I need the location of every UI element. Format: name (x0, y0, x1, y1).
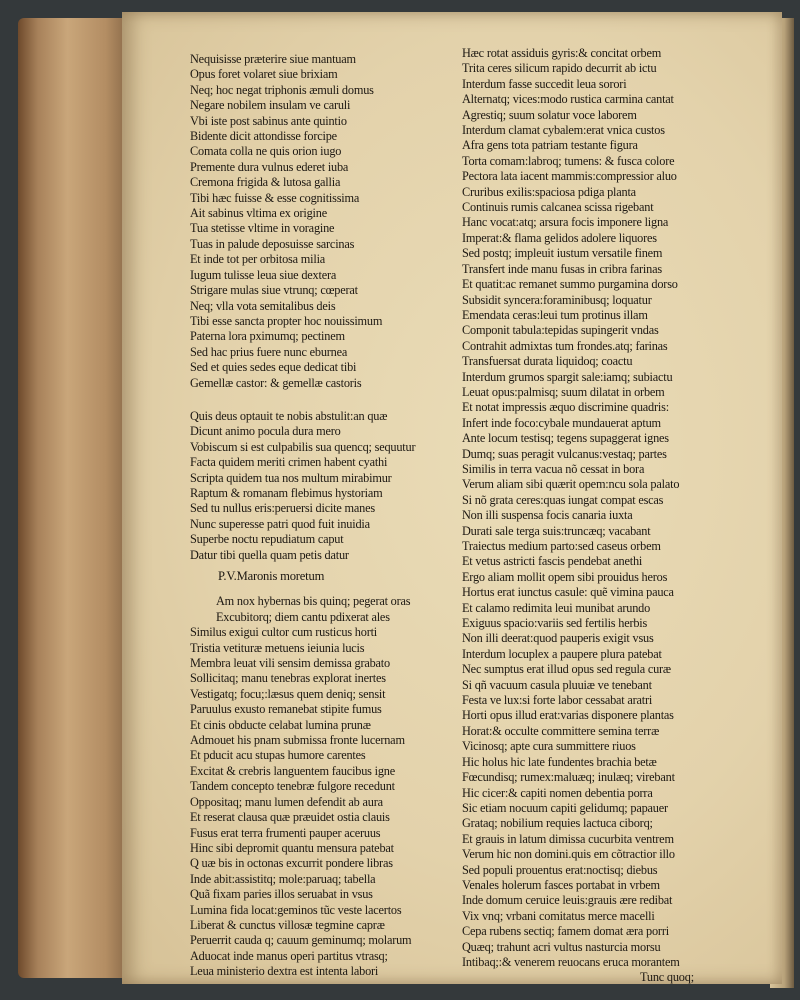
text-line: Verum hic non domini.quis em cõtractior illo (462, 847, 675, 862)
text-line: Scripta quidem tua nos multum mirabimur (190, 470, 392, 485)
text-line: Agrestiq; suum solatur voce laborem (462, 107, 637, 122)
incunable-page (122, 12, 782, 984)
text-line: Tristia vetituræ metuens ieiunia lucis (190, 640, 365, 655)
text-line: Inde domum ceruice leuis:grauis ære redibat (462, 893, 673, 908)
text-line: Membra leuat vili sensim demissa grabato (190, 656, 390, 671)
text-line: Gemellæ castor: & gemellæ castoris (190, 375, 362, 390)
text-line: Horti opus illud erat:varias disponere plantas (462, 708, 674, 723)
text-line: Vix vnq; vrbani comitatus merce macelli (462, 908, 655, 923)
text-line: Traiectus medium parto:sed caseus orbem (462, 539, 661, 553)
text-line: Durati sale terga suis:truncæq; vacabant (462, 523, 651, 538)
text-line: Tua stetisse vltime in voragine (190, 221, 335, 236)
text-line: Q uæ bis in octonas excurrit pondere libras (190, 856, 393, 871)
text-line: Similis in terra vacua nõ cessat in bora (462, 461, 645, 476)
catchword: Tunc quoq; (640, 970, 694, 985)
text-line: Ante locum testisq; tegens supaggerat ignes (462, 431, 669, 446)
text-line: Torta comam:labroq; tumens: & fusca colore (462, 153, 675, 168)
text-line: Ait sabinus vltima ex origine (190, 206, 327, 221)
text-line: Et grauis in latum dimissa cucurbita ventrem (462, 831, 674, 846)
text-line: Iugum tulisse leua siue dextera (190, 267, 337, 282)
text-line: Tibi esse sancta propter hoc nouissimum (190, 313, 383, 328)
text-line: Cepa rubens sectiq; famem domat æra porri (462, 924, 669, 939)
text-line: Opus foret volaret siue brixiam (190, 67, 338, 82)
text-line: Datur tibi quella quam petis datur (190, 547, 349, 562)
text-line: Cremona frigida & lutosa gallia (190, 175, 341, 190)
text-line: Lumina fida locat:geminos tũc veste lacertos (190, 902, 402, 917)
text-line: Premente dura vulnus ederet iuba (190, 159, 349, 174)
text-line: Non illi deerat:quod pauperis exigit vsus (462, 631, 654, 646)
text-line: Et quatit:ac remanet summo purgamina dorso (462, 277, 678, 292)
text-line: Vicinosq; apte cura summittere riuos (462, 739, 636, 754)
text-line: Et inde tot per orbitosa milia (190, 252, 326, 267)
text-line: Nec sumptus erat illud opus sed regula curæ (462, 662, 671, 677)
text-line: Fusus erat terra frumenti pauper aceruus (190, 825, 381, 840)
text-line: Quã fixam paries illos seruabat in vsus (190, 887, 373, 902)
text-line: Vestigatq; focu;:læsus quem deniq; sensit (190, 686, 386, 701)
text-line: Hic holus hic late fundentes brachia betæ (462, 754, 657, 769)
text-line: Hinc sibi depromit quantu mensura patebat (190, 840, 394, 855)
text-line: Tuas in palude deposuisse sarcinas (190, 236, 355, 251)
text-line: Hæc rotat assiduis gyris:& concitat orbem (462, 46, 662, 60)
text-line: Oppositaq; manu lumen defendit ab aura (190, 794, 383, 809)
text-line: Superbe noctu repudiatum caput (190, 532, 344, 547)
text-line: Tibi hæc fuisse & esse cognitissima (190, 190, 360, 205)
text-line: Raptum & romanam flebimus hystoriam (190, 485, 383, 500)
text-line: Quæq; trahunt acri vultus nasturcia morsu (462, 939, 661, 954)
text-line: Sic etiam nocuum capiti gelidumq; papauer (462, 800, 668, 815)
poem-heading: P.V.Maronis moretum (218, 569, 325, 583)
text-line: Transfert inde manu fusas in cribra farinas (462, 261, 662, 276)
text-line: Neq; hoc negat triphonis æmuli domus (190, 82, 374, 97)
text-line: Excitat & crebris languentem faucibus igne (190, 763, 396, 778)
text-line: Sed hac prius fuere nunc eburnea (190, 344, 348, 359)
text-line: Dumq; suas peragit vulcanus:vestaq; partes (462, 446, 667, 461)
text-line: Ergo aliam mollit opem sibi prouidus heros (462, 569, 668, 584)
text-line: Componit tabula:tepidas supingerit vndas (462, 323, 659, 338)
text-line: Tandem concepto tenebræ fulgore recedunt (190, 779, 395, 794)
text-line: Et pducit acu stupas humore carentes (190, 748, 366, 763)
text-line: Hanc vocat:atq; arsura focis imponere ligna (462, 215, 669, 230)
text-line: Cruribus exilis:spaciosa pdiga planta (462, 184, 636, 199)
text-line: Interdum clamat cybalem:erat vnica custos (462, 123, 665, 138)
text-line: Subsidit syncera:foraminibusq; loquatur (462, 292, 652, 307)
text-line: Fœcundisq; rumex:maluæq; inulæq; virebant (462, 770, 675, 785)
text-line: Non illi suspensa focis canaria iuxta (462, 508, 633, 523)
text-line: Nunc superesse patri quod fuit inuidia (190, 516, 370, 531)
text-line: Liberat & cunctus villosæ tegmine capræ (190, 917, 385, 932)
text-line: Si nõ grata ceres:quas iungat compat escas (462, 492, 664, 507)
text-line: Paterna lora pximumq; pectinem (190, 329, 345, 344)
text-line: Intibaq;:& venerem reuocans eruca morantem (462, 954, 680, 969)
text-line: Et calamo redimita leui munibat arundo (462, 600, 651, 615)
text-line: Aduocat inde manus operi partitus vtrasq; (190, 948, 388, 963)
text-line: Leuat opus:palmisq; suum dilatat in orbem (462, 384, 665, 399)
text-line: Sed populi prouentus erat:noctisq; diebus (462, 862, 658, 877)
left-text-column (190, 52, 460, 980)
text-line: Hic cicer:& capiti nomen debentia porra (462, 785, 653, 800)
text-line: Infert inde foco:cybale mundauerat aptum (462, 415, 661, 430)
text-line: Contrahit admixtas tum frondes.atq; farinas (462, 338, 668, 353)
text-line: Festa ve lux:si forte labor cessabat aratri (462, 693, 653, 708)
text-line: Am nox hybernas bis quinq; pegerat oras (216, 594, 411, 609)
text-line: Et reserat clausa quæ præuidet ostia clauis (190, 810, 390, 825)
text-line: Et vetus astricti fascis pendebat anethi (462, 554, 643, 569)
text-line: Neq; vlla vota semitalibus deis (190, 298, 336, 313)
text-line: Alternatq; vices:modo rustica carmina cantat (462, 92, 674, 107)
text-line: Exiguus spacio:variis sed fertilis herbis (462, 616, 648, 631)
text-line: Interdum locuplex a paupere plura patebat (462, 646, 662, 661)
text-line: Imperat:& flama gelidos adolere liquores (462, 230, 657, 245)
text-line: Interdum fasse succedit leua sorori (462, 76, 627, 91)
text-line: Quis deus optauit te nobis abstulit:an quæ (190, 408, 388, 423)
text-line: Transfuersat durata liquidoq; coactu (462, 354, 633, 369)
text-line: Comata colla ne quis orion iugo (190, 144, 342, 159)
text-line: Sed tu nullus eris:peruersi dicite manes (190, 501, 375, 516)
text-line: Vbi iste post sabinus ante quintio (190, 113, 347, 128)
paragraph-gap (190, 391, 460, 409)
text-line: Sed postq; impleuit iustum versatile finem (462, 246, 663, 261)
text-line: Si qñ vacuum casula pluuiæ ve tenebant (462, 677, 652, 692)
text-line: Afra gens tota patriam testante figura (462, 138, 638, 153)
text-line: Horat:& occulte committere semina terræ (462, 723, 660, 738)
text-line: Interdum grumos spargit sale:iamq; subiactu (462, 369, 673, 384)
text-line: Bidente dicit attondisse forcipe (190, 129, 337, 144)
book-page-edges (18, 18, 128, 978)
text-line: Leua ministerio dextra est intenta labori (190, 964, 379, 979)
text-line: Peruerrit cauda q; cauum geminumq; molarum (190, 933, 412, 948)
text-line: Sed et quies sedes eque dedicat tibi (190, 360, 357, 375)
text-line: Inde abit:assistitq; mole:paruaq; tabella (190, 871, 376, 886)
text-line: Et cinis obducte celabat lumina prunæ (190, 717, 371, 732)
text-line: Et notat impressis æquo discrimine quadris: (462, 400, 669, 415)
text-line: Excubitorq; diem cantu pdixerat ales (216, 609, 390, 624)
text-line: Sollicitaq; manu tenebras explorat inertes (190, 671, 386, 686)
text-line: Verum aliam sibi quærit opem:ncu sola palato (462, 477, 680, 492)
right-text-column (462, 46, 732, 986)
text-line: Vobiscum si est culpabilis sua quencq; sequutur (190, 439, 416, 454)
text-line: Pectora lata iacent mammis:compressior aluo (462, 169, 677, 184)
text-line: Hortus erat iunctus casule: quẽ vimina pauca (462, 585, 674, 600)
text-line: Admouet his pnam submissa fronte lucernam (190, 733, 405, 748)
text-line: Trita ceres silicum rapido decurrit ab ictu (462, 61, 657, 76)
text-line: Negare nobilem insulam ve caruli (190, 98, 351, 113)
text-line: Emendata ceras:leui tum protinus illam (462, 307, 648, 322)
text-line: Nequisisse præterire siue mantuam (190, 52, 356, 66)
text-line: Grataq; nobilium requies lactuca ciborq; (462, 816, 653, 831)
text-line: Similus exigui cultor cum rusticus horti (190, 625, 378, 640)
text-line: Dicunt animo pocula dura mero (190, 424, 341, 439)
text-line: Strigare mulas siue vtrunq; cœperat (190, 283, 358, 298)
text-line: Venales holerum fasces portabat in vrbem (462, 877, 660, 892)
text-line: Facta quidem meriti crimen habent cyathi (190, 455, 388, 470)
text-line: Continuis rumis calcanea scissa rigebant (462, 200, 654, 215)
text-line: Paruulus exusto remanebat stipite fumus (190, 702, 382, 717)
